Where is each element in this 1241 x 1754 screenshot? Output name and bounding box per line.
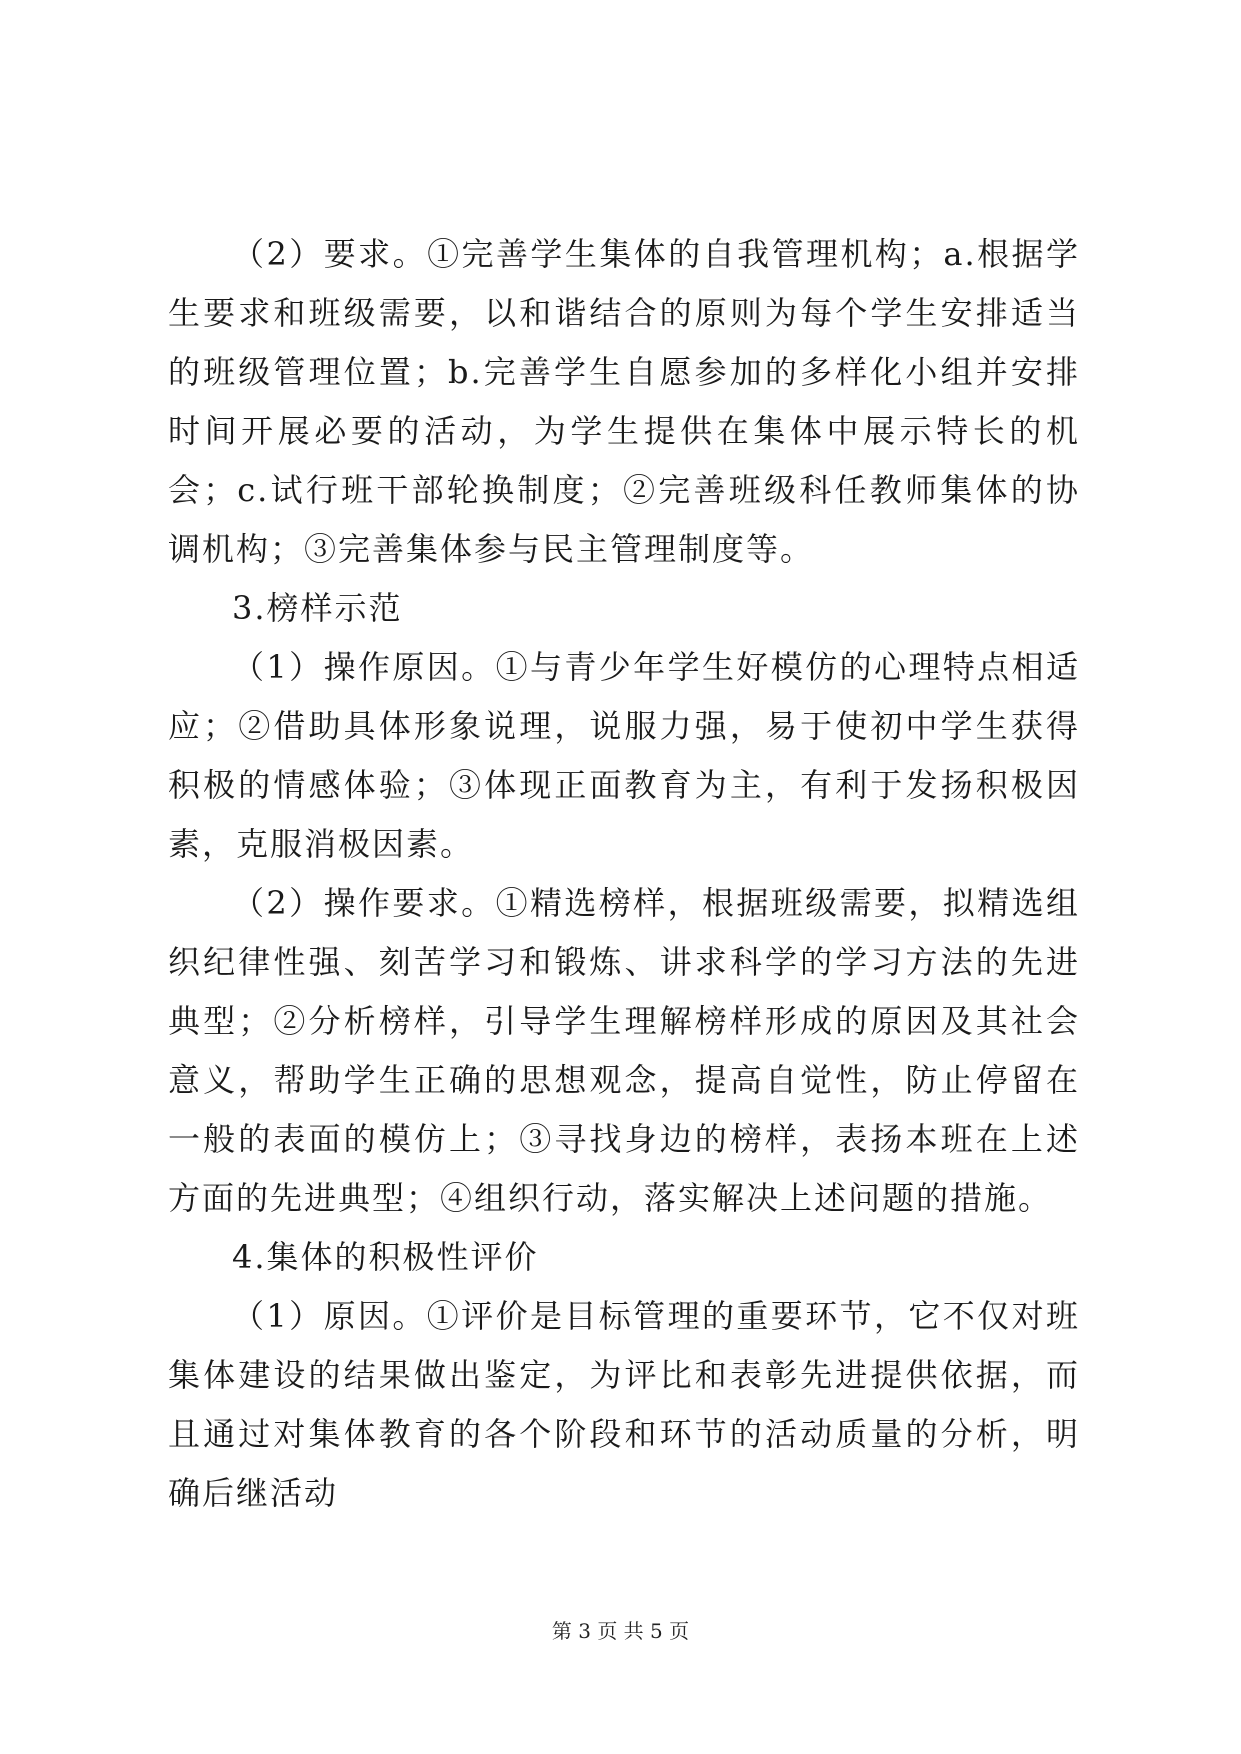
- heading-role-model: 3.榜样示范: [232, 589, 403, 627]
- paragraph-operation-requirements: （2）操作要求。①精选榜样，根据班级需要，拟精选组织纪律性强、刻苦学习和锻炼、讲求科学的学习方法的先进典型；②分析榜样，引导学生理解榜样形成的原因及其社会意义，帮助学生正确的思想观念，提高自觉性，防止停留在一般的表面的模仿上；③寻找身边的榜样，表扬本班在上述方面的先进典型；④组织行动，落实解决上述问题的措施。: [168, 884, 1080, 1217]
- document-body: [168, 225, 1080, 1523]
- paragraph-evaluation-reasons: （1）原因。①评价是目标管理的重要环节，它不仅对班集体建设的结果做出鉴定，为评比和表彰先进提供依据，而且通过对集体教育的各个阶段和环节的活动质量的分析，明确后继活动: [168, 1297, 1080, 1512]
- heading-collective-evaluation: 4.集体的积极性评价: [232, 1238, 539, 1276]
- paragraph-operation-reasons: （1）操作原因。①与青少年学生好模仿的心理特点相适应；②借助具体形象说理，说服力强，易于使初中学生获得积极的情感体验；③体现正面教育为主，有利于发扬积极因素，克服消极因素。: [168, 648, 1080, 863]
- page-footer: 第 3 页 共 5 页: [551, 1619, 690, 1643]
- paragraph-requirements: （2）要求。①完善学生集体的自我管理机构；a.根据学生要求和班级需要，以和谐结合的原则为每个学生安排适当的班级管理位置；b.完善学生自愿参加的多样化小组并安排时间开展必要的活动，为学生提供在集体中展示特长的机会；c.试行班干部轮换制度；②完善班级科任教师集体的协调机构；③完善集体参与民主管理制度等。: [168, 235, 1080, 568]
